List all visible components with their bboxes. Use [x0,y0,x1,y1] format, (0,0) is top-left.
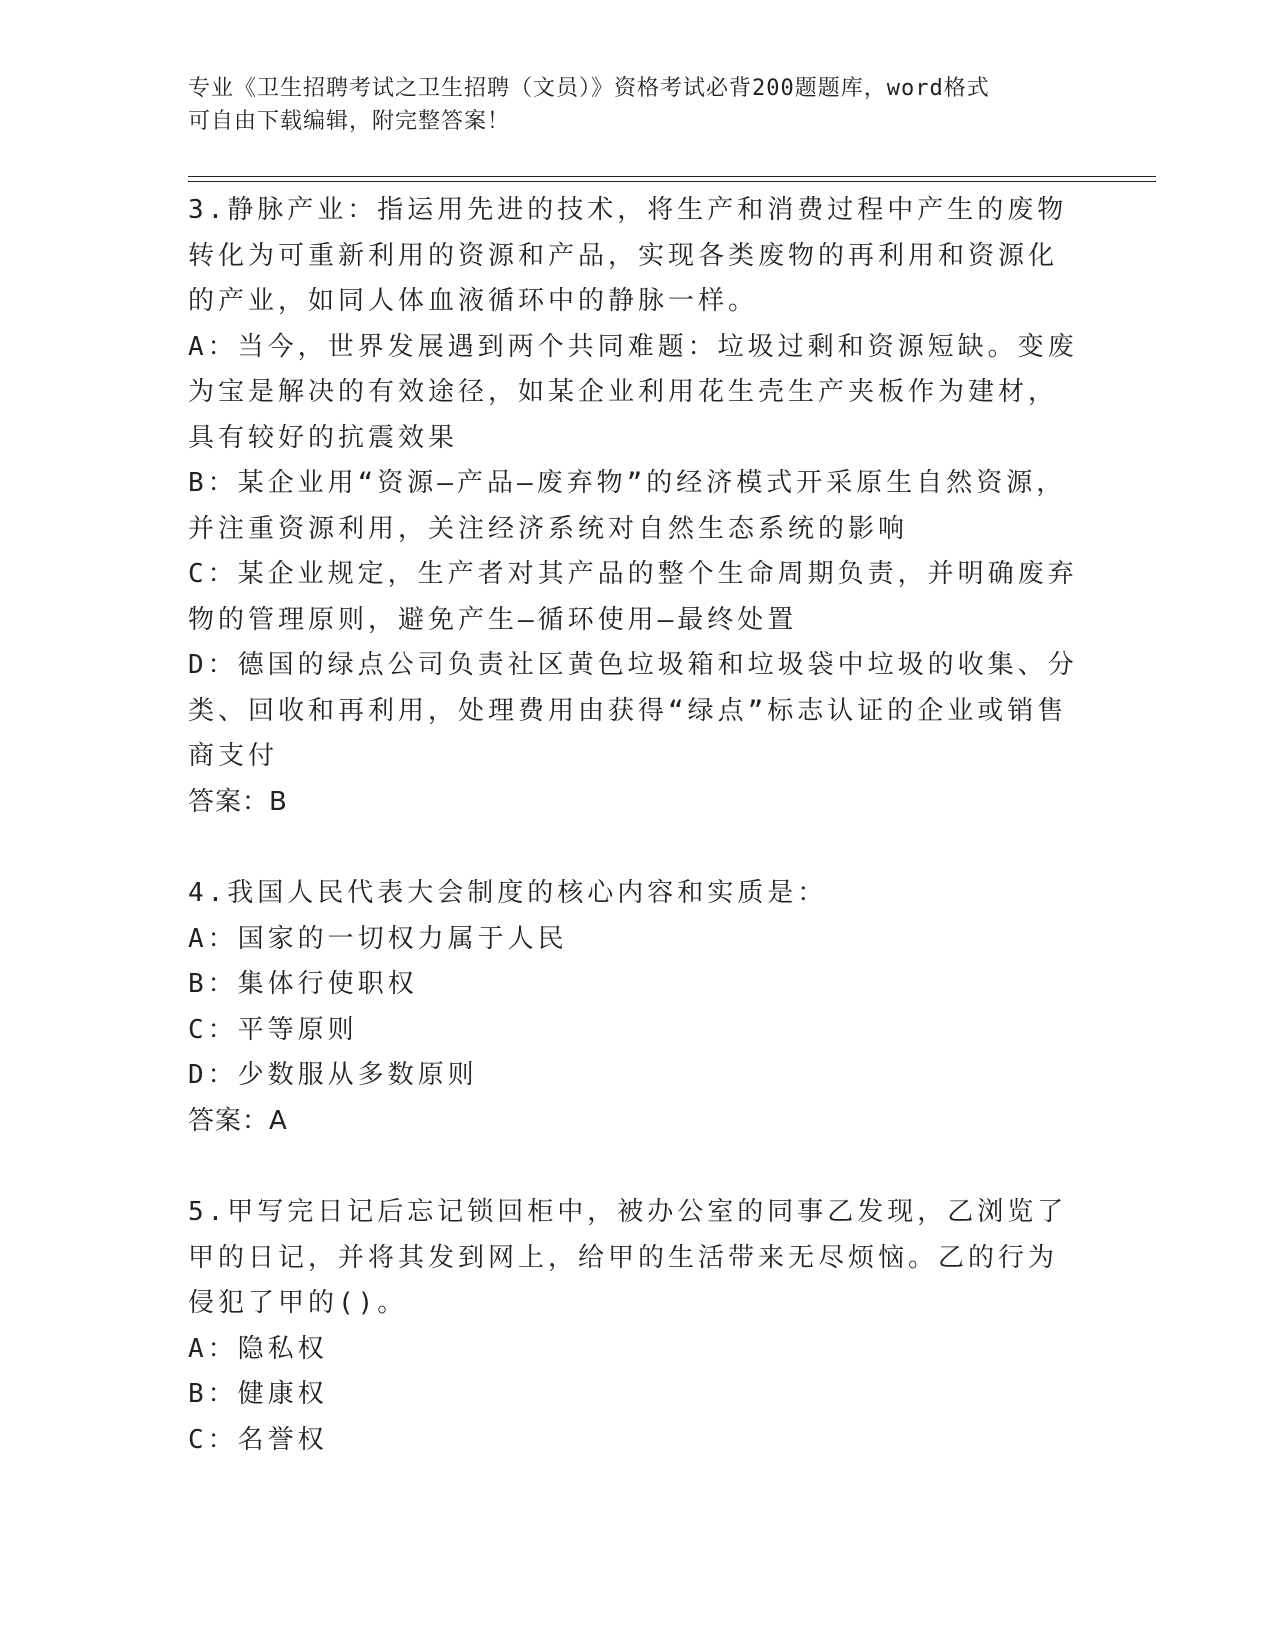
question-stem: 5.甲写完日记后忘记锁回柜中，被办公室的同事乙发现，乙浏览了甲的日记，并将其发到网上，给甲的生活带来无尽烦恼。乙的行为侵犯了甲的()。 [188,1197,1068,1318]
header-divider-top [188,176,1156,177]
option-b: B：集体行使职权 [188,969,418,999]
spacer [188,1144,1078,1190]
question-5 [188,1190,1078,1463]
option-c: C：名誉权 [188,1424,328,1455]
question-list [188,188,1078,1463]
header-divider-bottom [188,181,1156,182]
option-d: D：德国的绿点公司负责社区黄色垃圾箱和垃圾袋中垃圾的收集、分类、回收和再利用，处理费用由获得“绿点”标志认证的企业或销售商支付 [188,650,1078,771]
question-stem: 4.我国人民代表大会制度的核心内容和实质是： [188,878,828,908]
header-line-1: 专业《卫生招聘考试之卫生招聘（文员）》资格考试必背200题题库，word格式 [188,76,990,101]
option-d: D：少数服从多数原则 [188,1060,478,1090]
option-c: C：某企业规定，生产者对其产品的整个生命周期负责，并明确废弃物的管理原则，避免产生—循环使用—最终处置 [188,559,1078,635]
option-b: B：健康权 [188,1379,328,1409]
answer-line: 答案：B [188,786,288,817]
question-3 [188,188,1078,825]
option-c: C：平等原则 [188,1014,358,1045]
answer-line: 答案：A [188,1105,288,1136]
question-4 [188,871,1078,1144]
option-a: A：国家的一切权力属于人民 [188,923,568,954]
spacer [188,825,1078,871]
question-stem: 3.静脉产业：指运用先进的技术，将生产和消费过程中产生的废物转化为可重新利用的资源和产品，实现各类废物的再利用和资源化的产业，如同人体血液循环中的静脉一样。 [188,195,1068,316]
option-a: A：当今，世界发展遇到两个共同难题：垃圾过剩和资源短缺。变废为宝是解决的有效途径，如某企业利用花生壳生产夹板作为建材，具有较好的抗震效果 [188,331,1078,453]
header-line-2: 可自由下载编辑，附完整答案！ [188,109,511,134]
option-a: A：隐私权 [188,1333,328,1364]
option-b: B：某企业用“资源—产品—废弃物”的经济模式开采原生自然资源，并注重资源利用，关注经济系统对自然生态系统的影响 [188,468,1067,544]
document-header [188,72,1068,138]
